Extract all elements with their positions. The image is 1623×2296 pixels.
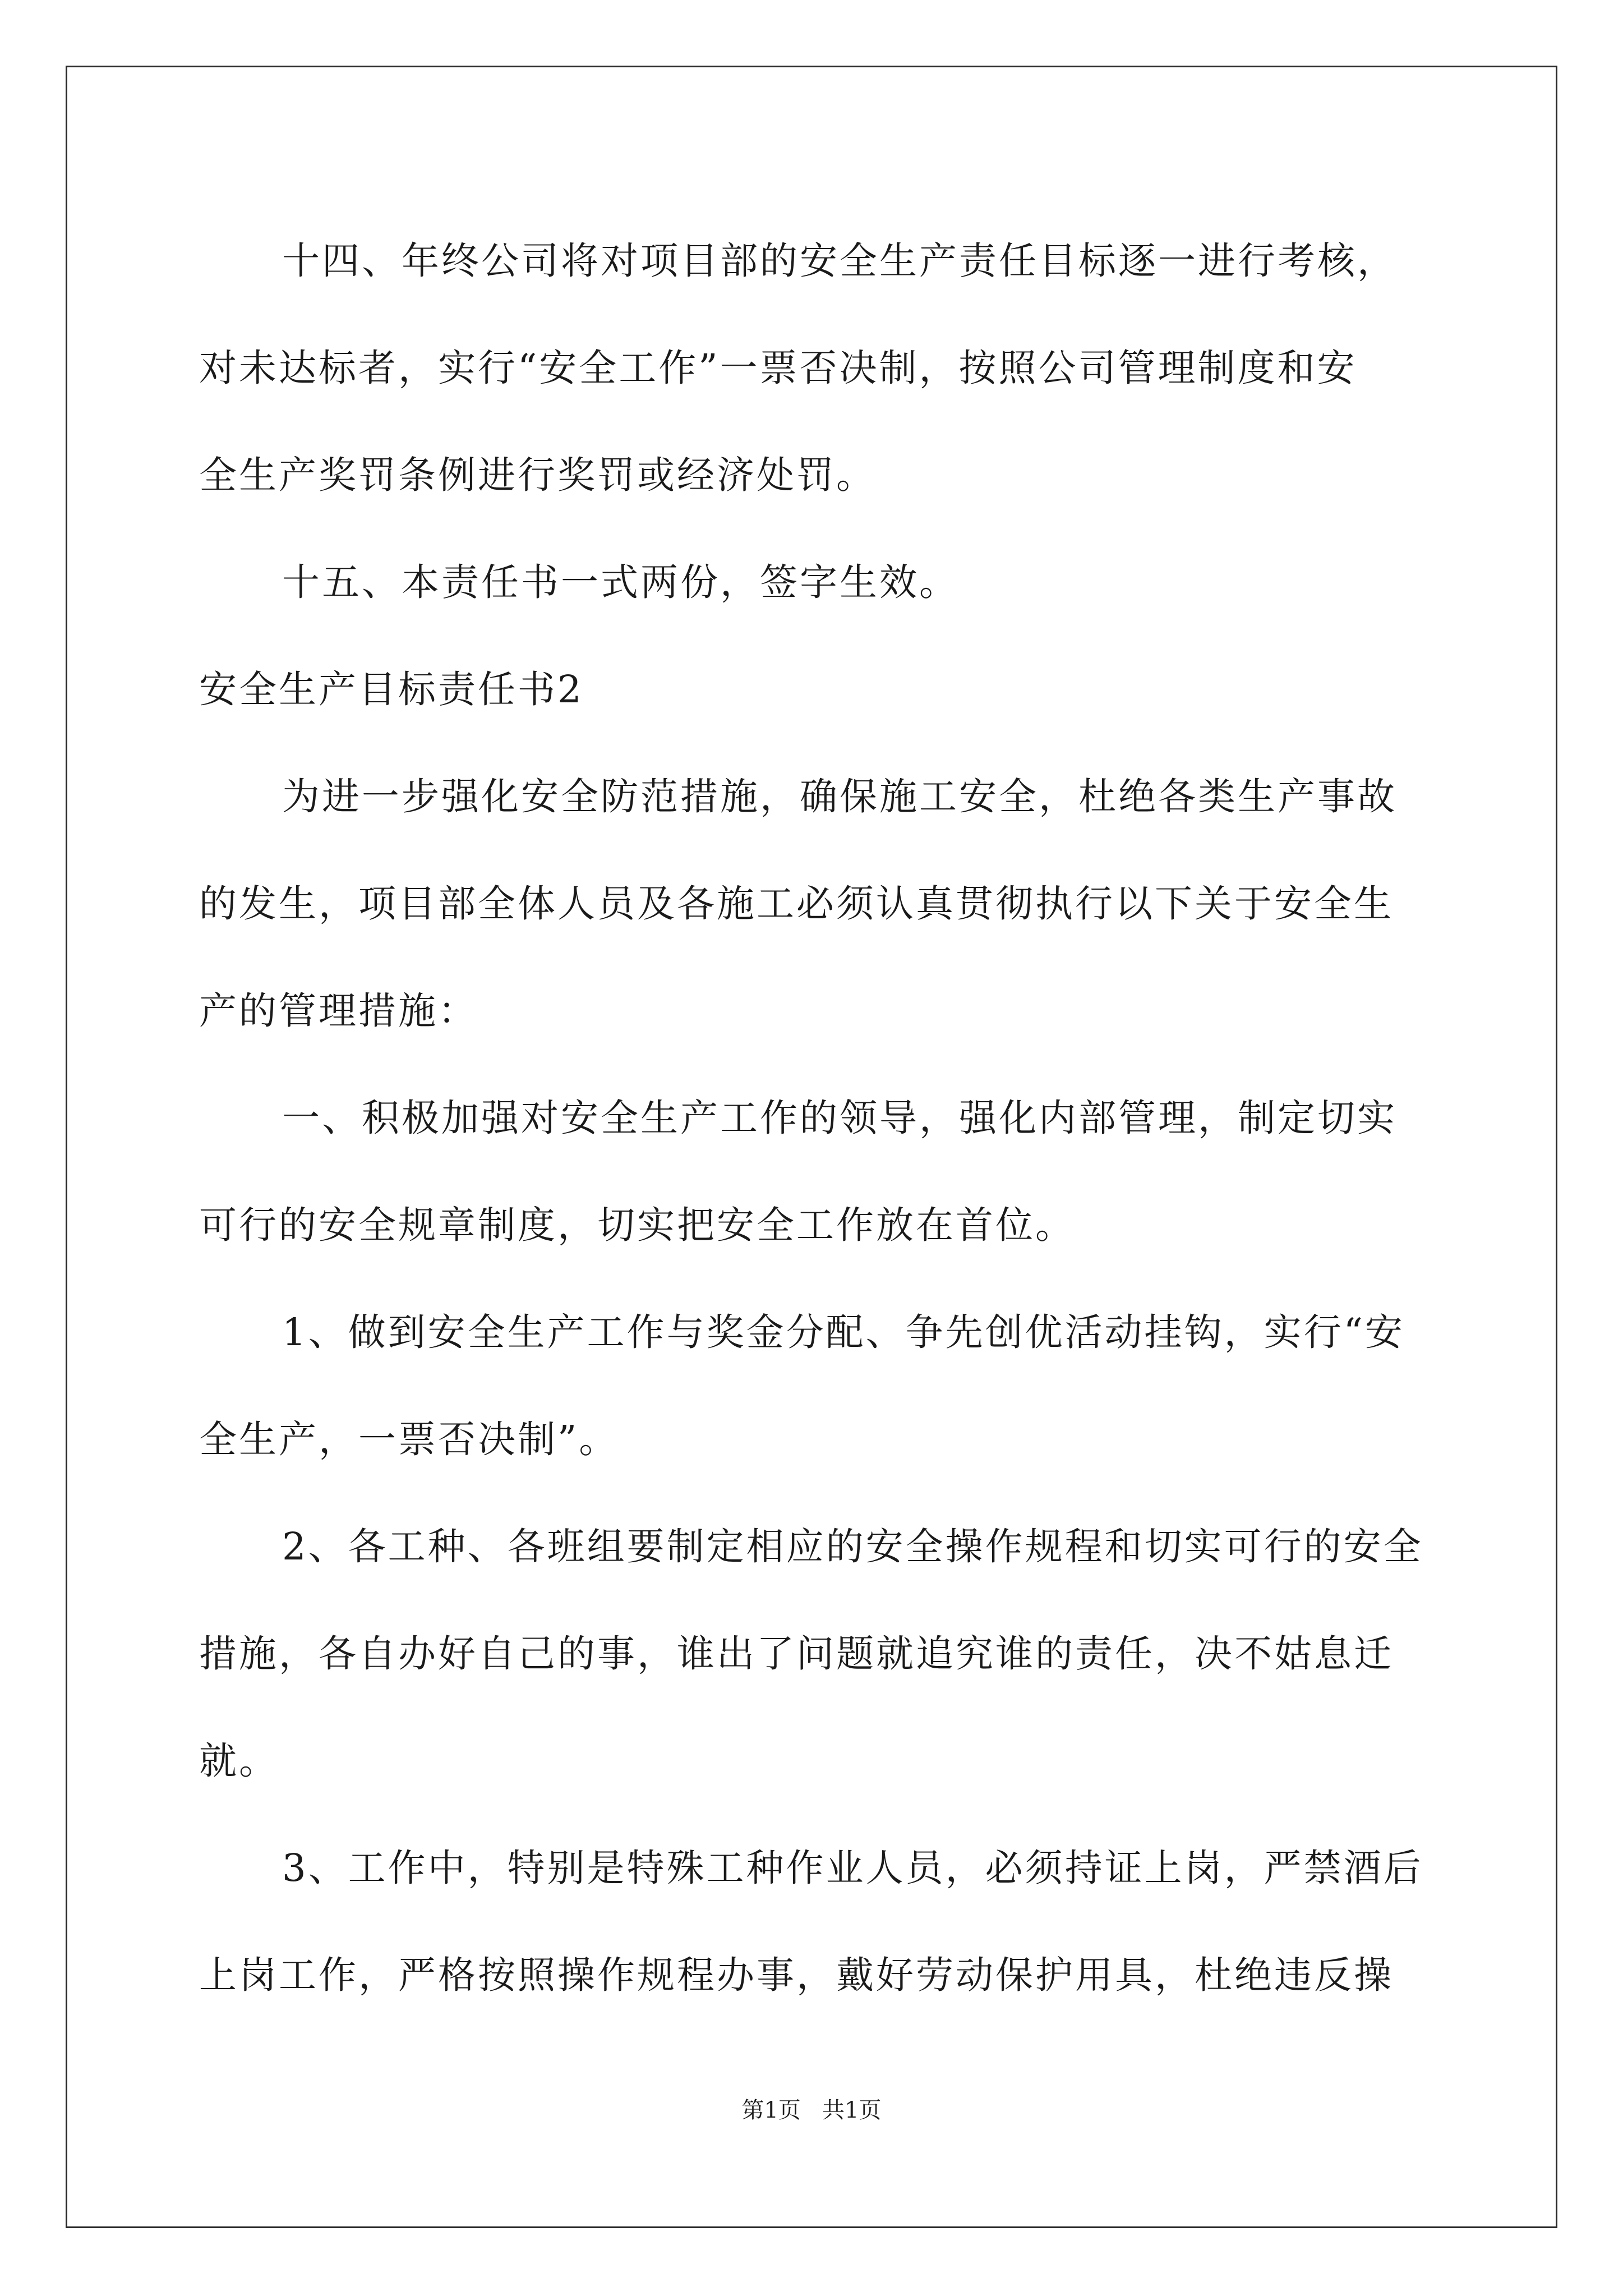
paragraph-line: 产的管理措施： [199,989,478,1033]
paragraph-line: 2、各工种、各班组要制定相应的安全操作规程和切实可行的安全 [282,1525,1423,1568]
section-title: 安全生产目标责任书2 [199,668,584,711]
paragraph-line: 全生产，一票否决制”。 [199,1418,619,1461]
paragraph-line: 可行的安全规章制度，切实把安全工作放在首位。 [199,1203,1075,1247]
paragraph-line: 十五、本责任书一式两份，签字生效。 [282,560,959,604]
page-number-footer: 第1页 共1页 [741,2097,882,2123]
paragraph-line: 对未达标者，实行“安全工作”一票否决制，按照公司管理制度和安 [199,346,1357,390]
paragraph-line: 1、做到安全生产工作与奖金分配、争先创优活动挂钩，实行“安 [282,1310,1405,1354]
document-body [199,208,1422,2029]
paragraph-line: 3、工作中，特别是特殊工种作业人员，必须持证上岗，严禁酒后 [282,1846,1423,1890]
paragraph-line: 上岗工作，严格按照操作规程办事，戴好劳动保护用具，杜绝违反操 [199,1953,1394,1997]
paragraph-line: 十四、年终公司将对项目部的安全生产责任目标逐一进行考核， [282,239,1397,283]
paragraph-line: 的发生，项目部全体人员及各施工必须认真贯彻执行以下关于安全生 [199,882,1394,926]
paragraph-line: 就。 [199,1739,279,1783]
paragraph-line: 为进一步强化安全防范措施，确保施工安全，杜绝各类生产事故 [282,775,1397,818]
paragraph-line: 措施，各自办好自己的事，谁出了问题就追究谁的责任，决不姑息迁 [199,1632,1394,1676]
paragraph-line: 全生产奖罚条例进行奖罚或经济处罚。 [199,453,876,497]
paragraph-line: 一、积极加强对安全生产工作的领导，强化内部管理，制定切实 [282,1096,1397,1140]
